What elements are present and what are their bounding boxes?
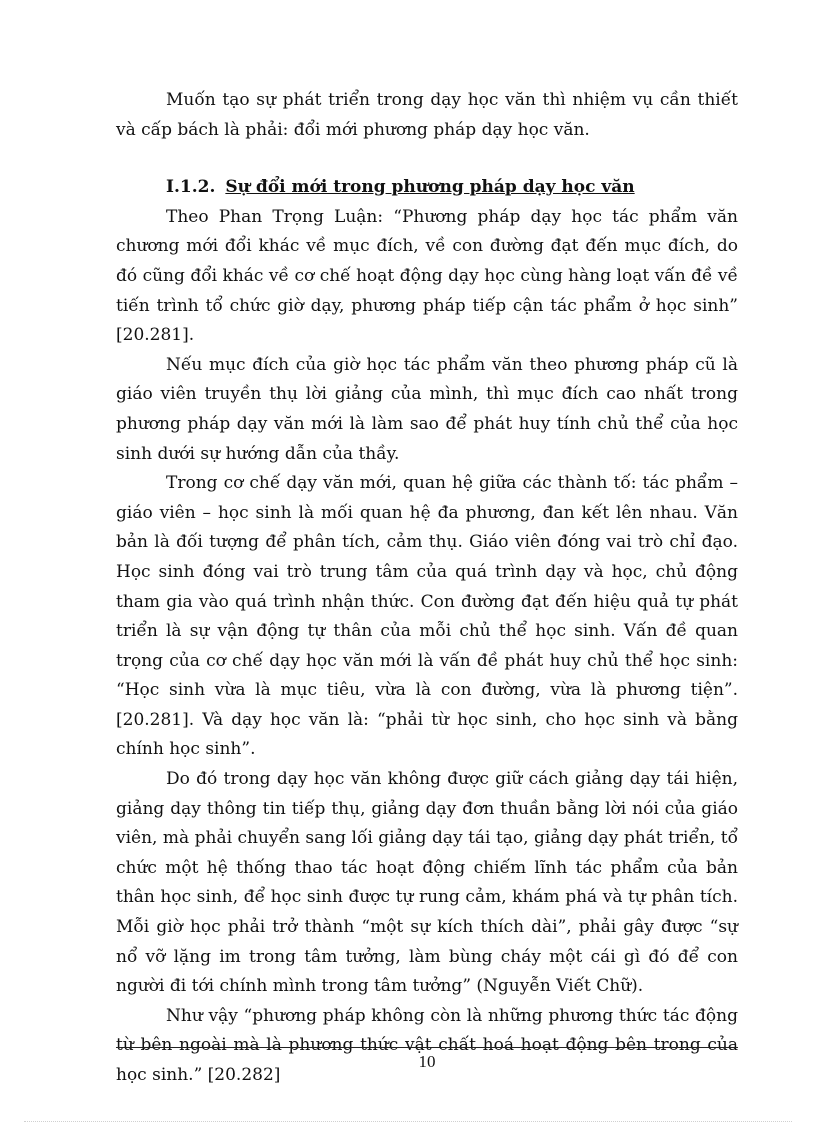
footer-divider (116, 1047, 738, 1048)
body-paragraph: Theo Phan Trọng Luận: “Phương pháp dạy học tác phẩm văn chương mới đổi khác về mục đích, về con đường đạt đến mục đích, do đó cũng đổi khác về cơ chế hoạt động dạy học cùng hàng loạt vấn đề về tiến trình tổ chức giờ dạy, phương pháp tiếp cận tác phẩm ở học sinh” [20.281]. (116, 206, 738, 346)
body-paragraph: Như vậy “phương pháp không còn là những phương thức tác động từ bên ngoài mà là phương thức vật chất hoá hoạt động bên trong của học sinh.” [20.282] (116, 1005, 738, 1085)
section-heading (116, 173, 738, 203)
page-content (116, 86, 738, 1091)
page-number: 10 (418, 1052, 436, 1071)
body-paragraph: Nếu mục đích của giờ học tác phẩm văn theo phương pháp cũ là giáo viên truyền thụ lời giảng của mình, thì mục đích cao nhất trong phương pháp dạy văn mới là làm sao để phát huy tính chủ thể của học sinh dưới sự hướng dẫn của thầy. (116, 354, 738, 464)
intro-paragraph: Muốn tạo sự phát triển trong dạy học văn thì nhiệm vụ cần thiết và cấp bách là phải: đổi mới phương pháp dạy học văn. (116, 90, 738, 140)
spacer (116, 145, 738, 173)
page-edge-divider (24, 1121, 792, 1122)
section-number: I.1.2. (166, 177, 216, 198)
body-paragraph: Trong cơ chế dạy văn mới, quan hệ giữa các thành tố: tác phẩm – giáo viên – học sinh là mối quan hệ đa phương, đan kết lên nhau. Văn bản là đối tượng để phân tích, cảm thụ. Giáo viên đóng vai trò chỉ đạo. Học sinh đóng vai trò trung tâm của quá trình dạy và học, chủ động tham gia vào quá trình nhận thức. Con đường đạt đến hiệu quả tự phát triển là sự vận động tự thân của mỗi chủ thể học sinh. Vấn đề quan trọng của cơ chế dạy học văn mới là vấn đề phát huy chủ thể học sinh: “Học sinh vừa là mục tiêu, vừa là con đường, vừa là phương tiện”. [20.281]. Và dạy học văn là: “phải từ học sinh, cho học sinh và bằng chính học sinh”. (116, 473, 738, 760)
section-title: Sự đổi mới trong phương pháp dạy học văn (225, 177, 635, 198)
body-paragraph: Do đó trong dạy học văn không được giữ cách giảng dạy tái hiện, giảng dạy thông tin tiếp thụ, giảng dạy đơn thuần bằng lời nói của giáo viên, mà phải chuyển sang lối giảng dạy tái tạo, giảng dạy phát triển, tổ chức một hệ thống thao tác hoạt động chiếm lĩnh tác phẩm của bản thân học sinh, để học sinh được tự rung cảm, khám phá và tự phân tích. Mỗi giờ học phải trở thành “một sự kích thích dài”, phải gây được “sự nổ vỡ lặng im trong tâm tưởng, làm bùng cháy một cái gì đó để con người đi tới chính mình trong tâm tưởng” (Nguyễn Viết Chữ). (116, 769, 738, 997)
